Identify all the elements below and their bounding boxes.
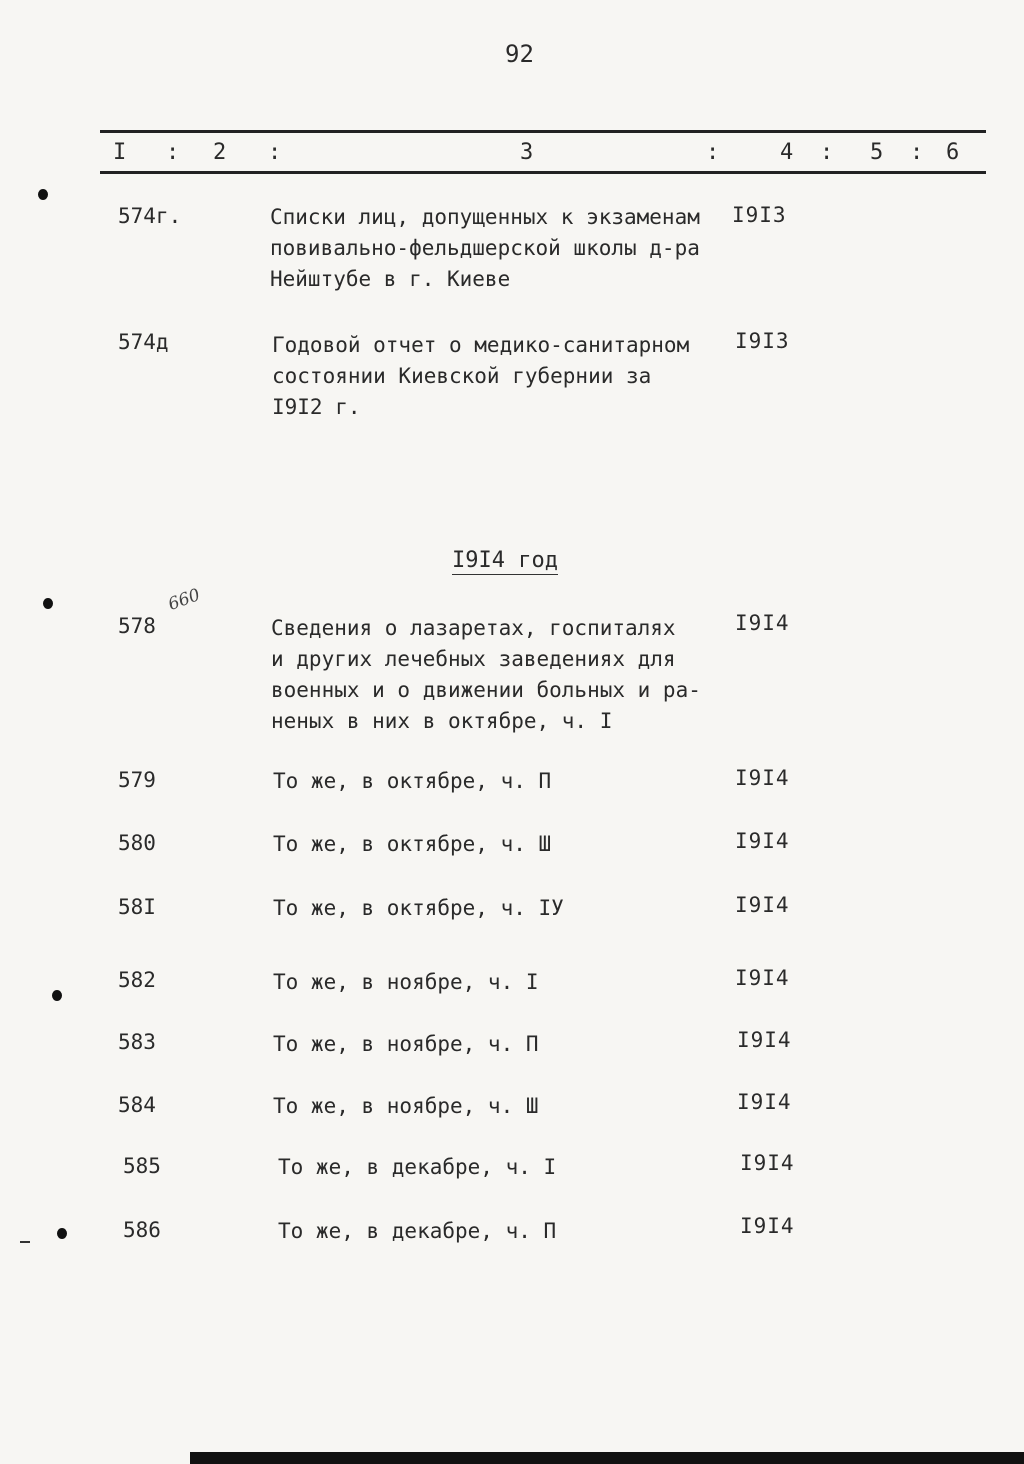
binder-mark <box>43 598 53 609</box>
header-sep-2: : <box>268 140 282 165</box>
binder-mark <box>38 189 48 200</box>
header-col-6: 6 <box>946 140 960 165</box>
header-col-4: 4 <box>780 140 794 165</box>
handwritten-note: 660 <box>165 585 203 615</box>
entry-title: То же, в ноябре, ч. П <box>273 1032 539 1056</box>
entry-year: I9I3 <box>732 203 787 227</box>
entry-year: I9I4 <box>735 966 790 990</box>
section-heading: I9I4 год <box>452 548 558 573</box>
header-sep-5: : <box>910 140 924 165</box>
entry-number: 583 <box>118 1030 156 1054</box>
entry-number: 580 <box>118 831 156 855</box>
header-col-5: 5 <box>870 140 884 165</box>
entry-title: То же, в декабре, ч. П <box>278 1219 557 1243</box>
entry-year: I9I4 <box>740 1214 795 1238</box>
entry-title: То же, в декабре, ч. I <box>278 1155 557 1179</box>
header-col-3: 3 <box>520 140 534 165</box>
page-number: 92 <box>505 40 534 68</box>
entry-number: 579 <box>118 768 156 792</box>
header-col-1: I <box>113 140 127 165</box>
entry-year: I9I4 <box>735 829 790 853</box>
entry-year: I9I4 <box>737 1090 792 1114</box>
binder-mark <box>57 1228 67 1239</box>
entry-number: 582 <box>118 968 156 992</box>
entry-title: То же, в ноябре, ч. I <box>273 970 539 994</box>
header-sep-4: : <box>820 140 834 165</box>
entry-year: I9I4 <box>740 1151 795 1175</box>
entry-number: 584 <box>118 1093 156 1117</box>
entry-number: 585 <box>123 1154 161 1178</box>
entry-number: 574г. <box>118 204 182 228</box>
entry-number: 574д <box>118 330 169 354</box>
header-sep-3: : <box>706 140 720 165</box>
binder-mark <box>52 990 62 1001</box>
entry-year: I9I4 <box>735 893 790 917</box>
entry-title: То же, в октябре, ч. Ш <box>273 832 552 856</box>
scan-bottom-border <box>190 1452 1024 1464</box>
header-bottom-rule <box>100 171 986 174</box>
entry-number: 578 <box>118 614 156 638</box>
entry-year: I9I4 <box>735 766 790 790</box>
entry-number: 58I <box>118 895 156 919</box>
header-sep-1: : <box>166 140 180 165</box>
scan-mark <box>20 1241 30 1243</box>
entry-title: Списки лиц, допущенных к экзаменам повивально-фельдшерской школы д-ра Нейштубе в г. Киеве <box>270 205 700 291</box>
entry-year: I9I4 <box>735 611 790 635</box>
entry-number: 586 <box>123 1218 161 1242</box>
entry-title: Годовой отчет о медико-санитарном состоянии Киевской губернии за I9I2 г. <box>272 333 690 419</box>
entry-title: Сведения о лазаретах, госпиталях и других лечебных заведениях для военных и о движении больных и ра- неных в них в октябре, ч. I <box>271 616 701 733</box>
entry-year: I9I4 <box>737 1028 792 1052</box>
entry-title: То же, в октябре, ч. П <box>273 769 552 793</box>
entry-title: То же, в ноябре, ч. Ш <box>273 1094 539 1118</box>
header-col-2: 2 <box>213 140 227 165</box>
entry-year: I9I3 <box>735 329 790 353</box>
entry-title: То же, в октябре, ч. IУ <box>273 896 564 920</box>
header-top-rule <box>100 130 986 133</box>
